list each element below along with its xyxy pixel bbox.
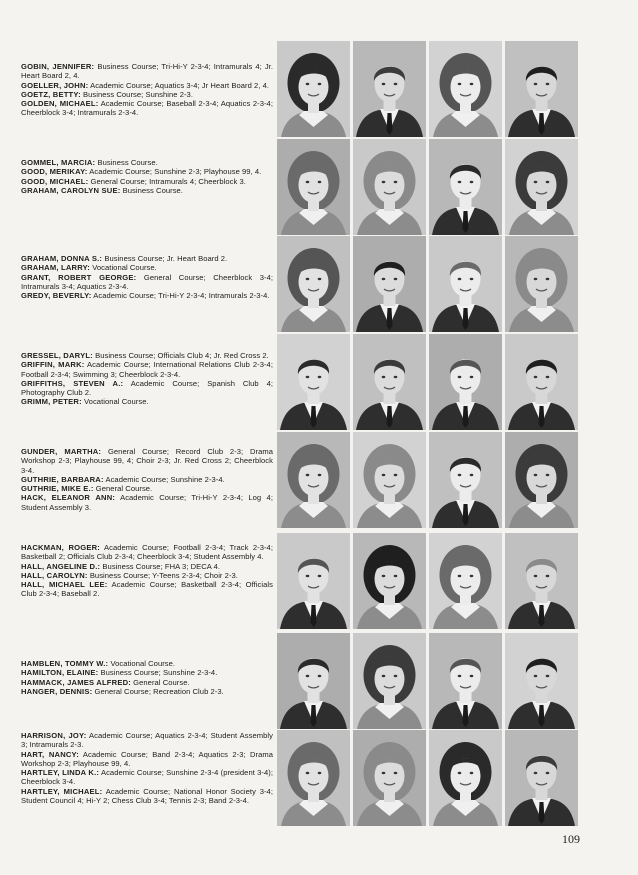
student-entry	[21, 360, 273, 379]
student-entry	[21, 291, 273, 300]
student-activities: Vocational Course.	[81, 397, 149, 407]
student-entry	[21, 81, 273, 90]
student-name: HAMMACK, JAMES ALFRED:	[21, 677, 132, 687]
student-entry	[21, 379, 273, 398]
student-entry	[21, 475, 273, 484]
student-portrait	[429, 236, 502, 332]
student-entry	[21, 750, 273, 769]
student-entry	[21, 263, 273, 272]
student-activities: Vocational Course.	[90, 263, 157, 273]
student-portrait	[277, 236, 350, 332]
student-portrait	[429, 334, 502, 430]
student-portrait	[277, 334, 350, 430]
student-entry	[21, 167, 273, 176]
student-entry	[21, 273, 273, 292]
student-portrait	[277, 533, 350, 629]
student-entry	[21, 158, 273, 167]
student-name: GOOD, MICHAEL:	[21, 176, 89, 186]
student-entry	[21, 659, 273, 668]
student-name: GUTHRIE, MIKE E.:	[21, 484, 94, 494]
student-name: HALL, ANGELINE D.:	[21, 561, 101, 571]
student-name: HACKMAN, ROGER:	[21, 543, 101, 552]
student-activities: Business Course; Jr. Heart Board 2.	[102, 254, 228, 263]
student-name: HART, NANCY:	[21, 749, 79, 759]
student-name: GREDY, BEVERLY:	[21, 291, 92, 301]
student-name: HALL, MICHAEL LEE:	[21, 580, 108, 590]
student-activities: Business Course.	[120, 185, 183, 195]
student-entry	[21, 99, 273, 118]
student-name: GOELLER, JOHN:	[21, 80, 89, 90]
student-entry	[21, 484, 273, 493]
student-name: HACK, ELEANOR ANN:	[21, 493, 116, 503]
bio-group	[21, 351, 273, 407]
student-portrait	[429, 139, 502, 235]
student-name: HARTLEY, LINDA K.:	[21, 768, 100, 778]
student-entry	[21, 571, 273, 580]
bio-group	[21, 447, 273, 512]
page-number: 109	[562, 832, 580, 846]
student-activities: Academic Course; Sunshine 2-3; Playhouse 99, 4.	[87, 167, 262, 177]
student-activities: Academic Course; Aquatics 2-3-4; Student Assembly 3; Intramurals 2-3.	[21, 731, 274, 750]
student-name: HAMILTON, ELAINE:	[21, 668, 99, 678]
bio-group	[21, 659, 273, 696]
student-activities: Academic Course; Tri-Hi-Y 2-3-4; Intramurals 2-3-4.	[91, 291, 270, 301]
student-activities: Academic Course; Spanish Club 4; Photography Club 2.	[21, 378, 273, 398]
student-activities: General Course; Intramurals 4; Cheerblock 3.	[88, 176, 246, 186]
student-name: GUNDER, MARTHA:	[21, 447, 102, 456]
student-activities: Academic Course; Band 2-3-4; Aquatics 2-3; Drama Workshop 2-3; Playhouse 99, 4.	[21, 749, 273, 768]
student-name: GRANT, ROBERT GEORGE:	[21, 272, 137, 282]
student-activities: Academic Course; Baseball 2-3-4; Aquatics 2-3-4; Cheerblock 3-4; Intramurals 2-3-4.	[21, 99, 273, 118]
student-name: GRAHAM, CAROLYN SUE:	[21, 185, 121, 195]
student-name: GOLDEN, MICHAEL:	[21, 99, 99, 109]
student-portrait	[353, 139, 426, 235]
student-activities: Academic Course; Sunshine 2-3-4 (president 3-4); Cheerblock 3-4.	[21, 768, 273, 787]
student-activities: Business Course; Y-Teens 2-3-4; Choir 2-3.	[87, 570, 238, 580]
student-activities: Business Course.	[95, 158, 158, 167]
student-entry	[21, 254, 273, 263]
student-entry	[21, 177, 273, 186]
student-activities: Academic Course; National Honor Society 3-4; Student Council 4; Hi-Y 2; Chess Club 3-4; Tennis 2-3; Band 2-3-4.	[21, 786, 273, 806]
student-portrait	[353, 633, 426, 729]
student-entry	[21, 62, 273, 81]
student-name: GRESSEL, DARYL:	[21, 351, 93, 360]
student-name: GOOD, MERIKAY:	[21, 167, 88, 177]
student-activities: Business Course; Sunshine 2-3.	[80, 89, 193, 99]
student-portrait	[505, 432, 578, 528]
student-name: HANGER, DENNIS:	[21, 686, 93, 696]
student-portrait	[277, 730, 350, 826]
student-activities: Business Course; Tri-Hi-Y 2-3-4; Intramurals 4; Jr. Heart Board 2, 4.	[21, 62, 273, 81]
student-portrait	[277, 41, 350, 137]
student-portrait	[353, 432, 426, 528]
student-name: GUTHRIE, BARBARA:	[21, 474, 104, 484]
student-entry	[21, 397, 273, 406]
student-portrait	[353, 236, 426, 332]
bio-group	[21, 254, 273, 300]
student-activities: Academic Course; Tri-Hi-Y 2-3-4; Log 4; Student Assembly 3.	[21, 493, 273, 512]
student-portrait	[505, 236, 578, 332]
student-activities: Academic Course; Sunshine 2-3-4.	[103, 474, 225, 484]
student-activities: Vocational Course.	[108, 659, 176, 668]
student-name: GRIFFITHS, STEVEN A.:	[21, 378, 124, 388]
student-entry	[21, 580, 273, 599]
bio-group	[21, 62, 273, 118]
bio-group	[21, 543, 273, 599]
student-name: GOMMEL, MARCIA:	[21, 158, 96, 167]
student-name: GOETZ, BETTY:	[21, 89, 81, 99]
student-name: GRIMM, PETER:	[21, 397, 82, 407]
student-portrait	[429, 730, 502, 826]
student-portrait	[505, 139, 578, 235]
student-entry	[21, 787, 273, 806]
student-name: HARRISON, JOY:	[21, 731, 87, 740]
student-name: HARTLEY, MICHAEL:	[21, 786, 103, 796]
student-entry	[21, 351, 273, 360]
student-portrait	[429, 41, 502, 137]
student-portrait	[505, 730, 578, 826]
student-entry	[21, 687, 273, 696]
student-entry	[21, 768, 273, 787]
student-entry	[21, 668, 273, 677]
student-portrait	[353, 533, 426, 629]
student-activities: Business Course; Sunshine 2-3-4.	[98, 668, 218, 678]
student-name: GOBIN, JENNIFER:	[21, 62, 95, 71]
student-entry	[21, 543, 273, 562]
student-portrait	[277, 432, 350, 528]
student-portrait	[429, 633, 502, 729]
student-entry	[21, 731, 273, 750]
student-name: GRIFFIN, MARK:	[21, 360, 85, 370]
bio-group	[21, 731, 273, 805]
student-activities: Business Course; FHA 3; DECA 4.	[100, 561, 221, 571]
student-name: HAMBLEN, TOMMY W.:	[21, 659, 109, 668]
student-entry	[21, 562, 273, 571]
student-portrait	[429, 432, 502, 528]
student-activities: Business Course; Officials Club 4; Jr. Red Cross 2.	[92, 351, 269, 360]
student-name: GRAHAM, LARRY:	[21, 263, 91, 273]
student-entry	[21, 493, 273, 512]
student-portrait	[505, 334, 578, 430]
student-portrait	[277, 139, 350, 235]
student-portrait	[505, 41, 578, 137]
student-portrait	[429, 533, 502, 629]
student-portrait	[353, 334, 426, 430]
student-activities: General Course; Cheerblock 3-4; Intramurals 3-4; Aquatics 2-3-4.	[21, 272, 273, 291]
student-name: HALL, CAROLYN:	[21, 570, 88, 580]
student-activities: Academic Course; International Relations Club 2-3-4; Football 2-3-4; Swimming 3; Cheerblock 2-3-4.	[21, 360, 273, 379]
student-activities: General Course.	[93, 484, 153, 494]
student-activities: Academic Course; Basketball 2-3-4; Officials Club 2-3-4; Baseball 2.	[21, 580, 273, 599]
student-portrait	[505, 633, 578, 729]
student-activities: Academic Course; Football 2-3-4; Track 2-3-4; Basketball 2; Officials Club 2-3-4; Cheerblock 3-4; Student Assembly 4.	[21, 543, 273, 562]
student-entry	[21, 90, 273, 99]
student-entry	[21, 447, 273, 475]
student-portrait	[353, 41, 426, 137]
student-portrait	[277, 633, 350, 729]
student-activities: General Course.	[131, 677, 190, 687]
student-portrait	[353, 730, 426, 826]
student-portrait	[505, 533, 578, 629]
student-activities: General Course; Recreation Club 2-3.	[92, 686, 224, 696]
student-activities: General Course; Record Club 2-3; Drama Workshop 2-3; Playhouse 99, 4; Choir 2-3; Jr. Red Cross 2; Cheerblock 3-4.	[21, 447, 273, 475]
student-entry	[21, 678, 273, 687]
bio-group	[21, 158, 273, 195]
student-name: GRAHAM, DONNA S.:	[21, 254, 103, 263]
student-activities: Academic Course; Aquatics 3-4; Jr Heart Board 2, 4.	[88, 80, 270, 90]
student-entry	[21, 186, 273, 195]
